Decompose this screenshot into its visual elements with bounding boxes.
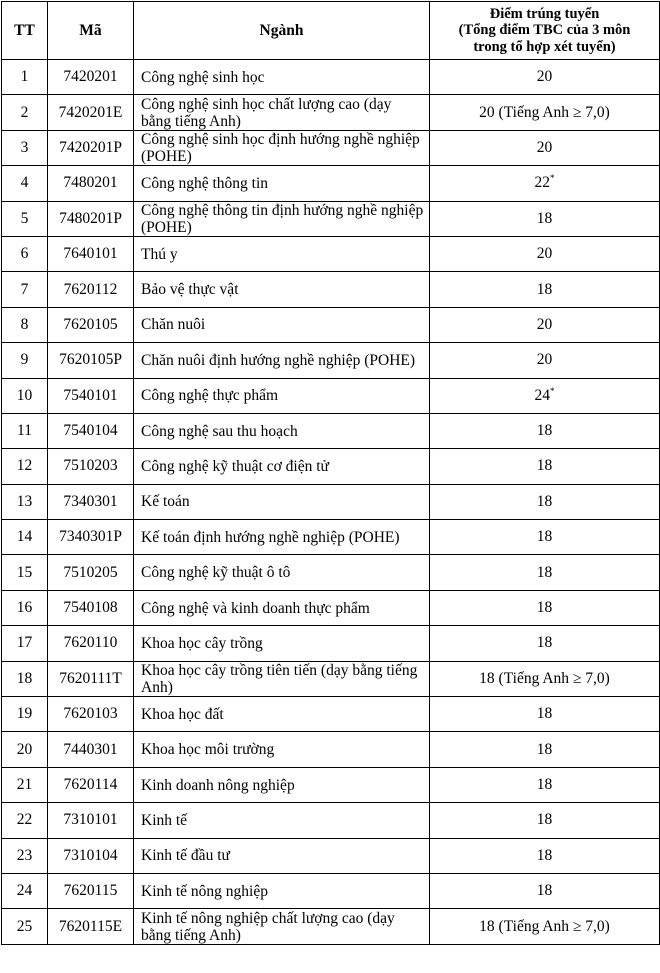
row-code-cell: 7340301P <box>48 520 134 555</box>
row-score-value: 18 <box>536 705 553 723</box>
row-tt-cell: 10 <box>2 378 48 413</box>
table-row <box>2 95 660 130</box>
row-score-cell <box>430 236 660 271</box>
table-row <box>2 378 660 413</box>
row-tt-cell: 24 <box>2 873 48 908</box>
row-major-cell: Khoa học đất <box>134 697 430 732</box>
row-major-cell: Công nghệ và kinh doanh thực phẩm <box>134 590 430 625</box>
row-score-value: 20 <box>536 315 553 333</box>
row-tt-cell: 1 <box>2 60 48 95</box>
table-row <box>2 201 660 236</box>
row-major-cell: Khoa học môi trường <box>134 732 430 767</box>
row-score-cell <box>430 590 660 625</box>
table-header-row <box>2 2 660 60</box>
row-score-cell <box>430 130 660 165</box>
row-score-value: 18 <box>536 599 553 617</box>
table-row <box>2 803 660 838</box>
row-score-cell <box>430 873 660 908</box>
row-score-value: 20 <box>536 68 553 86</box>
row-tt-cell: 3 <box>2 130 48 165</box>
row-score-value: 20 <box>536 351 553 369</box>
row-tt-cell: 15 <box>2 555 48 590</box>
header-code: Mã <box>48 2 134 60</box>
row-major-cell: Công nghệ sinh học <box>134 60 430 95</box>
row-tt-cell: 19 <box>2 697 48 732</box>
row-score-cell <box>430 767 660 802</box>
row-score-cell <box>430 520 660 555</box>
row-score-cell <box>430 732 660 767</box>
row-tt-cell: 4 <box>2 166 48 201</box>
row-major-cell: Kinh doanh nông nghiệp <box>134 767 430 802</box>
header-major: Ngành <box>134 2 430 60</box>
row-major-cell: Kinh tế <box>134 803 430 838</box>
table-row <box>2 484 660 519</box>
row-score-note: * <box>550 173 555 184</box>
row-score-cell <box>430 272 660 307</box>
row-tt-cell: 20 <box>2 732 48 767</box>
row-score-value: 18 <box>536 422 553 440</box>
row-code-cell: 7340301 <box>48 484 134 519</box>
row-code-cell: 7620115 <box>48 873 134 908</box>
row-tt-cell: 17 <box>2 626 48 661</box>
table-row <box>2 520 660 555</box>
row-tt-cell: 12 <box>2 449 48 484</box>
row-major-cell: Công nghệ sinh học định hướng nghề nghiệp (POHE) <box>134 130 430 165</box>
header-score <box>430 2 660 60</box>
row-score-cell <box>430 697 660 732</box>
row-major-cell: Kinh tế nông nghiệp chất lượng cao (dạy bằng tiếng Anh) <box>134 909 430 944</box>
row-major-cell: Công nghệ thông tin <box>134 166 430 201</box>
row-code-cell: 7620103 <box>48 697 134 732</box>
row-code-cell: 7620110 <box>48 626 134 661</box>
header-score-line2: (Tổng điểm TBC của 3 môn <box>458 22 631 39</box>
row-score-cell <box>430 484 660 519</box>
row-score-cell <box>430 343 660 378</box>
table-row <box>2 697 660 732</box>
row-score-note: * <box>550 385 555 396</box>
row-score-value: 18 (Tiếng Anh ≥ 7,0) <box>479 669 610 687</box>
row-tt-cell: 6 <box>2 236 48 271</box>
table-row <box>2 732 660 767</box>
row-code-cell: 7640101 <box>48 236 134 271</box>
row-major-cell: Công nghệ sau thu hoạch <box>134 413 430 448</box>
row-score-value: 18 <box>536 563 553 581</box>
row-code-cell: 7310101 <box>48 803 134 838</box>
row-score-cell <box>430 95 660 130</box>
row-code-cell: 7540108 <box>48 590 134 625</box>
row-score-cell <box>430 307 660 342</box>
table-row <box>2 661 660 696</box>
row-tt-cell: 25 <box>2 909 48 944</box>
row-code-cell: 7510205 <box>48 555 134 590</box>
row-tt-cell: 5 <box>2 201 48 236</box>
row-major-cell: Kinh tế đầu tư <box>134 838 430 873</box>
row-major-cell: Công nghệ thông tin định hướng nghề nghiệp (POHE) <box>134 201 430 236</box>
row-score-cell <box>430 803 660 838</box>
table-row <box>2 343 660 378</box>
row-score-value: 18 <box>536 634 553 652</box>
table-row <box>2 909 660 944</box>
row-tt-cell: 8 <box>2 307 48 342</box>
table-body <box>2 60 660 945</box>
row-tt-cell: 7 <box>2 272 48 307</box>
row-score-cell <box>430 661 660 696</box>
row-major-cell: Kế toán <box>134 484 430 519</box>
row-tt-cell: 18 <box>2 661 48 696</box>
table-row <box>2 626 660 661</box>
row-score-value: 20 <box>536 245 553 263</box>
row-score-value: 18 <box>536 457 553 475</box>
row-major-cell: Công nghệ kỹ thuật ô tô <box>134 555 430 590</box>
row-major-cell: Khoa học cây trồng tiên tiến (dạy bằng tiếng Anh) <box>134 661 430 696</box>
row-score-value: 22 <box>534 174 550 192</box>
row-code-cell: 7420201 <box>48 60 134 95</box>
row-major-cell: Thú y <box>134 236 430 271</box>
row-code-cell: 7420201P <box>48 130 134 165</box>
row-score-value: 18 <box>536 776 553 793</box>
row-score-value: 18 <box>536 492 553 510</box>
row-tt-cell: 21 <box>2 767 48 802</box>
row-score-value: 18 <box>536 280 553 298</box>
row-code-cell: 7310104 <box>48 838 134 873</box>
table-row <box>2 413 660 448</box>
row-code-cell: 7620111T <box>48 661 134 696</box>
row-score-cell <box>430 449 660 484</box>
row-major-cell: Công nghệ kỹ thuật cơ điện tử <box>134 449 430 484</box>
row-score-cell <box>430 838 660 873</box>
table-row <box>2 590 660 625</box>
row-score-value: 20 (Tiếng Anh ≥ 7,0) <box>479 103 610 121</box>
row-major-cell: Kinh tế nông nghiệp <box>134 873 430 908</box>
row-code-cell: 7440301 <box>48 732 134 767</box>
row-score-value: 18 (Tiếng Anh ≥ 7,0) <box>479 917 610 935</box>
row-tt-cell: 13 <box>2 484 48 519</box>
header-score-line3: trong tổ hợp xét tuyển) <box>473 38 616 55</box>
row-score-value: 20 <box>536 138 553 156</box>
row-score-value: 18 <box>536 528 553 546</box>
row-score-value: 18 <box>536 740 553 758</box>
row-code-cell: 7510203 <box>48 449 134 484</box>
row-tt-cell: 16 <box>2 590 48 625</box>
row-code-cell: 7620115E <box>48 909 134 944</box>
table-row <box>2 449 660 484</box>
table-row <box>2 166 660 201</box>
row-score-cell <box>430 378 660 413</box>
header-tt: TT <box>2 2 48 60</box>
row-code-cell: 7620112 <box>48 272 134 307</box>
row-score-cell <box>430 60 660 95</box>
row-code-cell: 7540101 <box>48 378 134 413</box>
row-major-cell: Kế toán định hướng nghề nghiệp (POHE) <box>134 520 430 555</box>
row-tt-cell: 9 <box>2 343 48 378</box>
row-score-value: 18 <box>536 846 553 864</box>
row-tt-cell: 11 <box>2 413 48 448</box>
admission-score-table <box>1 1 660 945</box>
table-row <box>2 767 660 802</box>
row-code-cell: 7420201E <box>48 95 134 130</box>
row-score-cell <box>430 909 660 944</box>
row-score-cell <box>430 413 660 448</box>
table-row <box>2 236 660 271</box>
row-tt-cell: 22 <box>2 803 48 838</box>
table-row <box>2 272 660 307</box>
table-row <box>2 838 660 873</box>
row-major-cell: Chăn nuôi <box>134 307 430 342</box>
row-tt-cell: 14 <box>2 520 48 555</box>
row-major-cell: Công nghệ thực phẩm <box>134 378 430 413</box>
row-code-cell: 7620105 <box>48 307 134 342</box>
row-code-cell: 7620105P <box>48 343 134 378</box>
table-row <box>2 555 660 590</box>
header-score-line1: Điểm trúng tuyển <box>489 5 600 22</box>
row-score-cell <box>430 555 660 590</box>
row-major-cell: Chăn nuôi định hướng nghề nghiệp (POHE) <box>134 343 430 378</box>
row-code-cell: 7480201P <box>48 201 134 236</box>
row-score-value: 18 <box>536 882 553 900</box>
row-score-cell <box>430 201 660 236</box>
row-tt-cell: 2 <box>2 95 48 130</box>
row-code-cell: 7540104 <box>48 413 134 448</box>
table-row <box>2 873 660 908</box>
row-score-value: 18 <box>536 209 553 227</box>
row-code-cell: 7480201 <box>48 166 134 201</box>
row-score-value: 24 <box>534 386 550 404</box>
row-major-cell: Bảo vệ thực vật <box>134 272 430 307</box>
row-score-cell <box>430 626 660 661</box>
row-major-cell: Khoa học cây trồng <box>134 626 430 661</box>
table-row <box>2 130 660 165</box>
row-score-cell <box>430 166 660 201</box>
row-major-cell: Công nghệ sinh học chất lượng cao (dạy bằng tiếng Anh) <box>134 95 430 130</box>
table-row <box>2 307 660 342</box>
table-row <box>2 60 660 95</box>
row-tt-cell: 23 <box>2 838 48 873</box>
row-score-value: 18 <box>536 811 553 829</box>
row-code-cell: 7620114 <box>48 767 134 802</box>
